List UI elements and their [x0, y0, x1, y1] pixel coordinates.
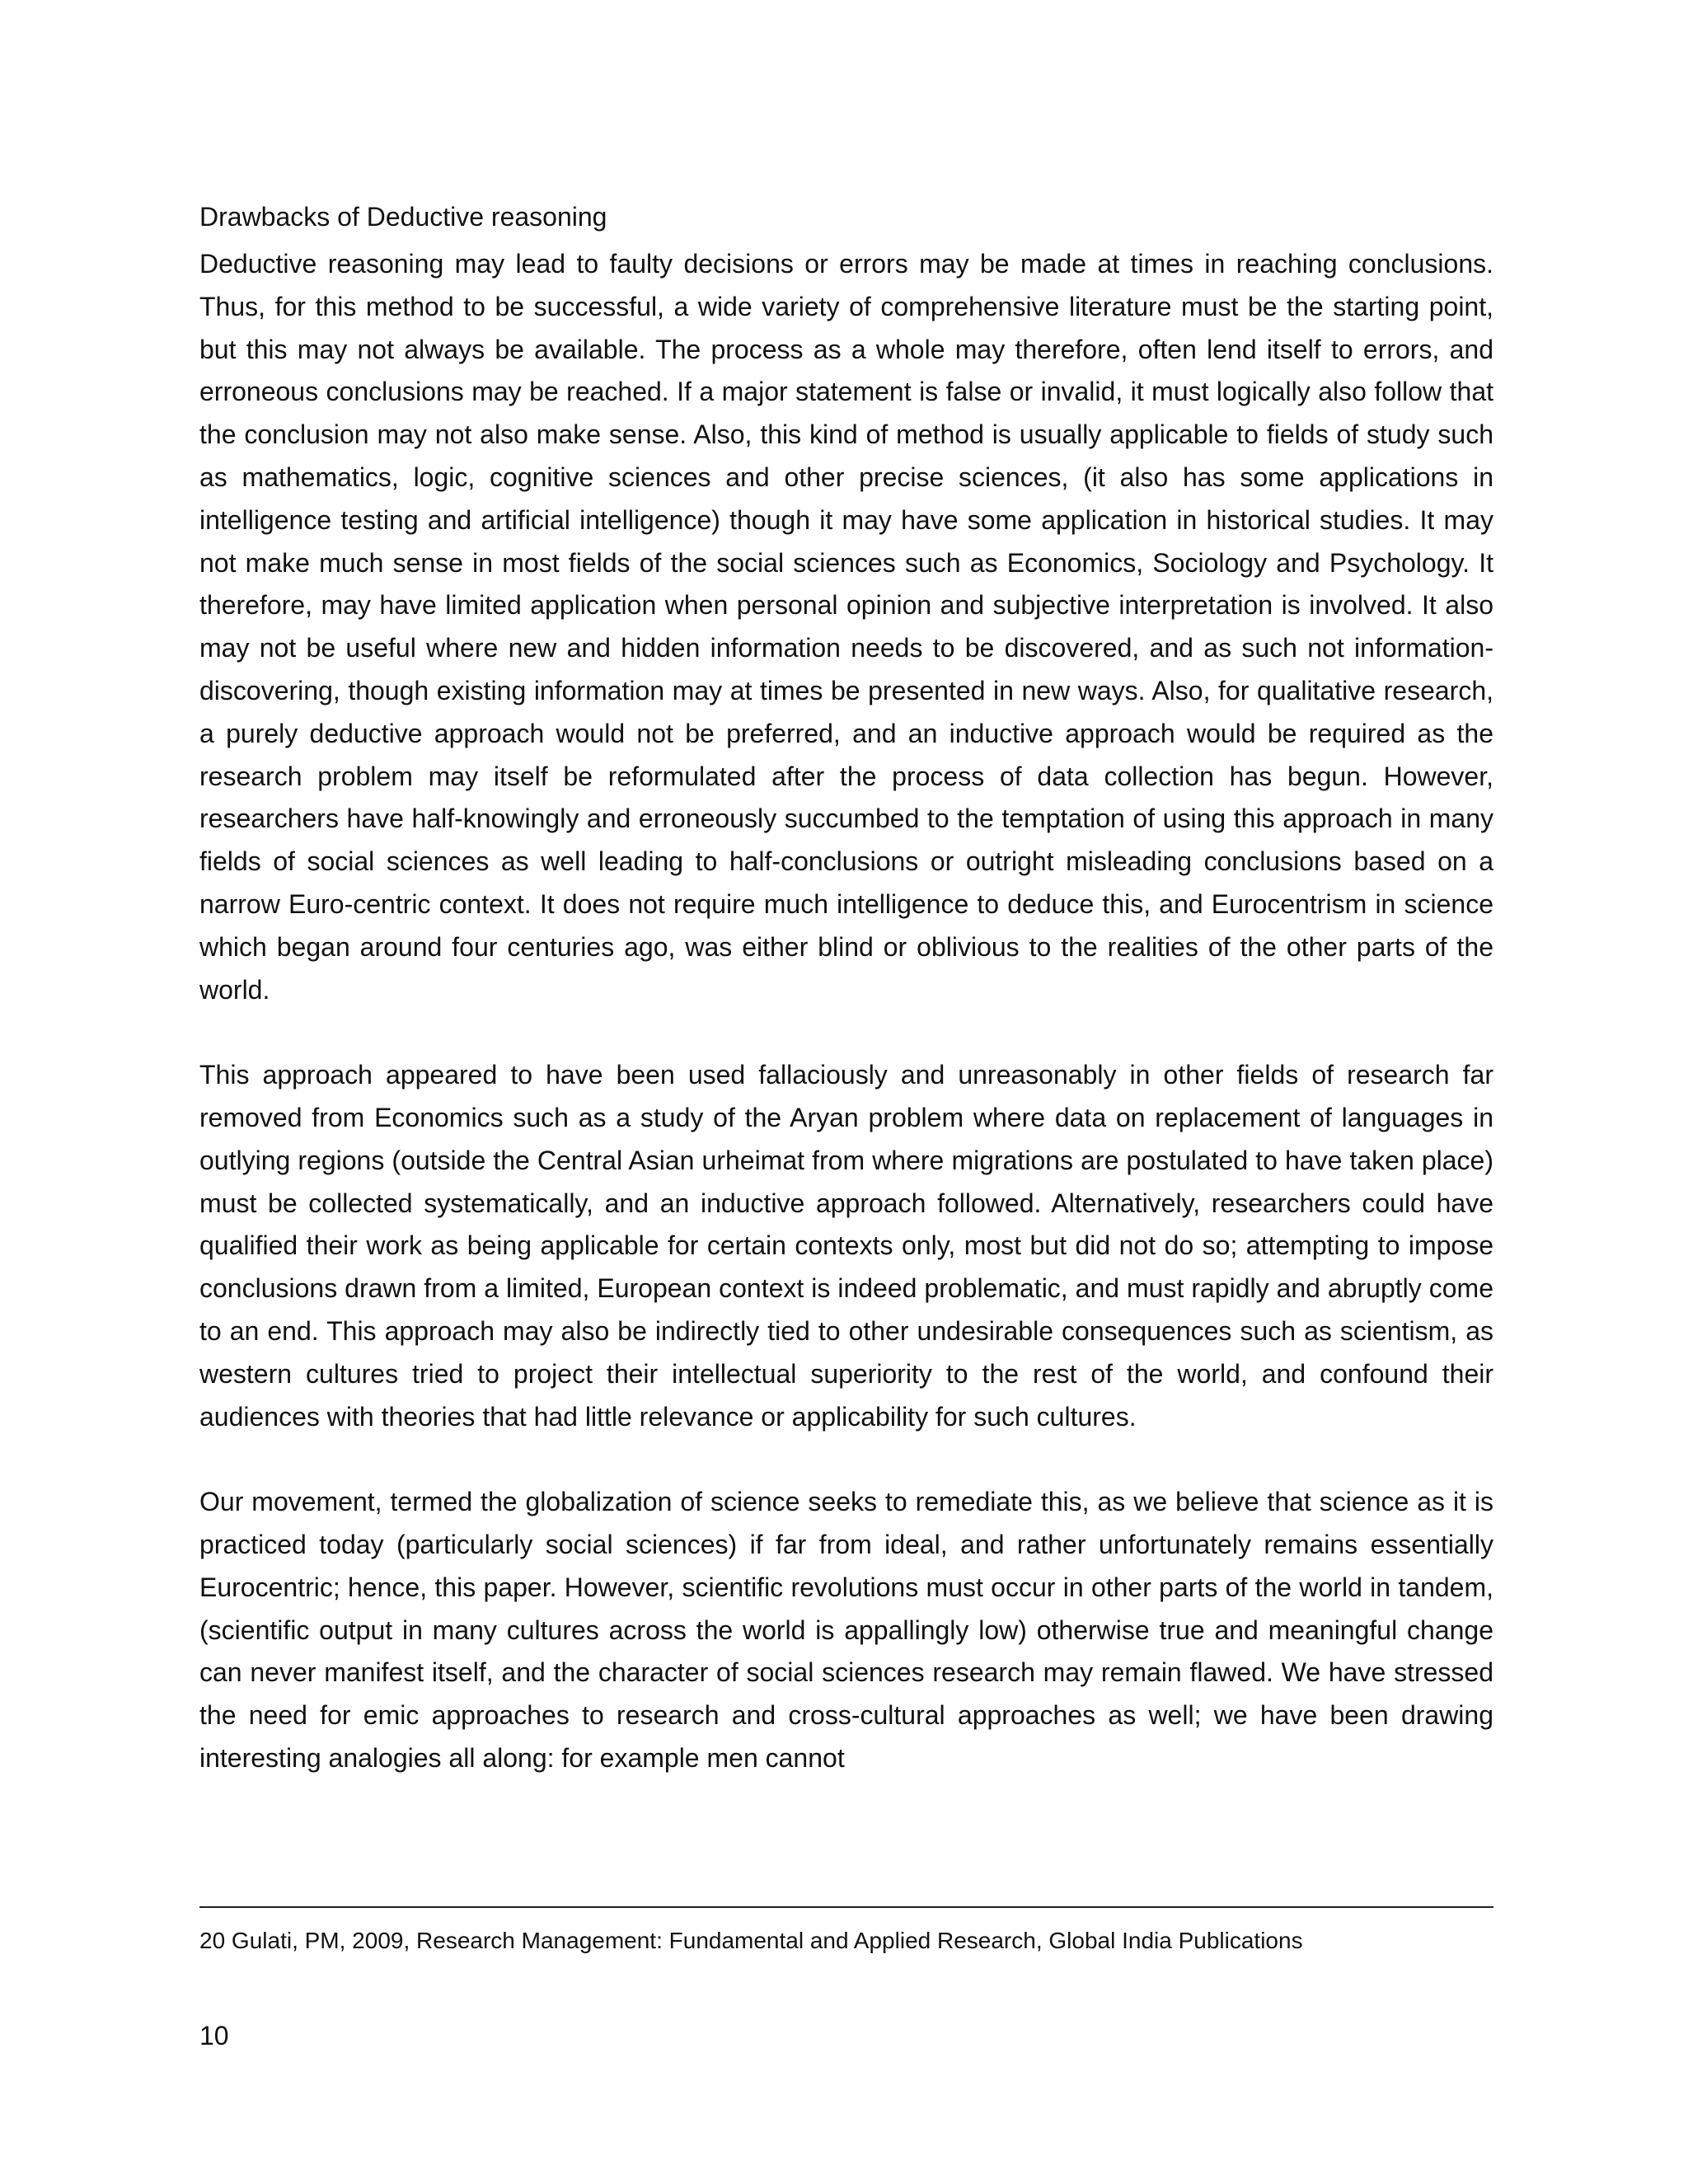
footnote: 20 Gulati, PM, 2009, Research Management: Fundamental and Applied Research, Global India Publications: [199, 1928, 1303, 1953]
paragraph-globalization-of-science: Our movement, termed the globalization of science seeks to remediate this, as we believe that science as it is practiced today (particularly social sciences) if far from ideal, and rather unfortunately remains essentially Eurocentric; hence, this paper. However, scientific revolutions must occur in other parts of the world in tandem, (scientific output in many cultures across the world is appallingly low) otherwise true and meaningful change can never manifest itself, and the character of social sciences research may remain flawed. We have stressed the need for emic approaches to research and cross-cultural approaches as well; we have been drawing interesting analogies all along: for example men cannot: [199, 1487, 1493, 1773]
paragraph-deductive-drawbacks: Deductive reasoning may lead to faulty decisions or errors may be made at times in reaching conclusions. Thus, for this method to be successful, a wide variety of comprehensive literature must be the starting point, but this may not always be available. The process as a whole may therefore, often lend itself to errors, and erroneous conclusions may be reached. If a major statement is false or invalid, it must logically also follow that the conclusion may not also make sense. Also, this kind of method is usually applicable to fields of study such as mathematics, logic, cognitive sciences and other precise sciences, (it also has some applications in intelligence testing and artificial intelligence) though it may have some application in historical studies. It may not make much sense in most fields of the social sciences such as Economics, Sociology and Psychology. It therefore, may have limited application when personal opinion and subjective interpretation is involved. It also may not be useful where new and hidden information needs to be discovered, and as such not information-discovering, though existing information may at times be presented in new ways. Also, for qualitative research, a purely deductive approach would not be preferred, and an inductive approach would be required as the research problem may itself be reformulated after the process of data collection has begun. However, researchers have half-knowingly and erroneously succumbed to the temptation of using this approach in many fields of social sciences as well leading to half-conclusions or outright misleading conclusions based on a narrow Euro-centric context. It does not require much intelligence to deduce this, and Eurocentrism in science which began around four centuries ago, was either blind or oblivious to the realities of the other parts of the world.: [199, 249, 1493, 1005]
paragraph-fallacious-approach: This approach appeared to have been used fallaciously and unreasonably in other fields of research far removed from Economics such as a study of the Aryan problem where data on replacement of languages in outlying regions (outside the Central Asian urheimat from where migrations are postulated to have taken place) must be collected systematically, and an inductive approach followed. Alternatively, researchers could have qualified their work as being applicable for certain contexts only, most but did not do so; attempting to impose conclusions drawn from a limited, European context is indeed problematic, and must rapidly and abruptly come to an end. This approach may also be indirectly tied to other undesirable consequences such as scientism, as western cultures tried to project their intellectual superiority to the rest of the world, and confound their audiences with theories that had little relevance or applicability for such cultures.: [199, 1060, 1493, 1432]
document-body: [199, 199, 1493, 1780]
page-number: 10: [199, 2021, 229, 2050]
footnote-separator: [199, 1906, 1493, 1908]
section-heading: Drawbacks of Deductive reasoning: [199, 202, 607, 232]
